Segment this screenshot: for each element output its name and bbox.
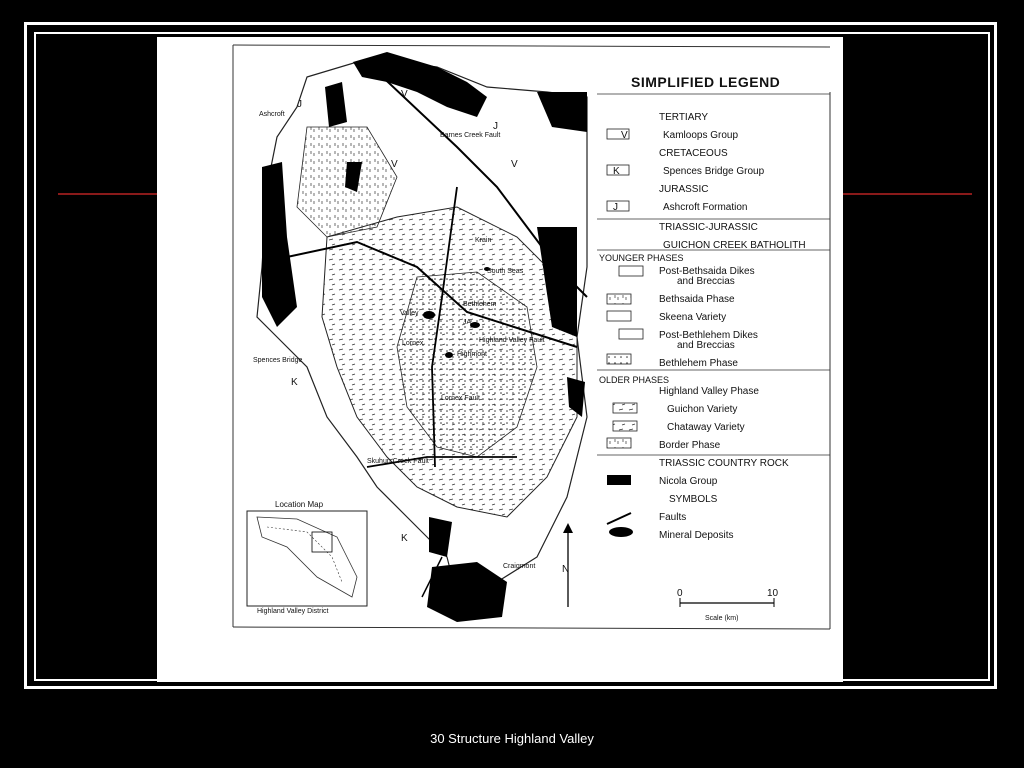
swatch-bethsaida <box>607 294 631 304</box>
north-arrow-head <box>563 523 573 533</box>
swatch-skeena <box>607 311 631 321</box>
unit-letter-k-1: K <box>291 377 298 388</box>
legend-symbol-kamloops: V <box>621 130 628 141</box>
legend-jurassic: JURASSIC <box>659 184 709 195</box>
slide-caption: 30 Structure Highland Valley <box>430 731 594 746</box>
inset-caption: Highland Valley District <box>257 608 329 615</box>
legend-symbols: SYMBOLS <box>669 494 718 505</box>
label-valley: Valley <box>400 310 419 317</box>
label-craigmont: Craigmont <box>503 563 536 570</box>
legend-post-bethlehem: Post-Bethlehem Dikes <box>659 330 758 341</box>
unit-letter-v-1: V <box>401 89 408 100</box>
nicola-west <box>262 162 297 327</box>
label-spences-bridge: Spences Bridge <box>253 357 303 364</box>
unit-letter-v-2: V <box>391 159 398 170</box>
label-skuhun-creek-fault: Skuhun Creek Fault <box>367 458 429 465</box>
label-lornex: Lornex <box>402 340 424 347</box>
inset-map-box <box>247 511 367 606</box>
geology-map-figure <box>157 37 843 682</box>
label-highland-valley-fault: Highland Valley Fault <box>479 337 545 344</box>
label-krain: Krain <box>475 237 492 244</box>
swatch-bethlehem <box>607 354 631 364</box>
legend-faults: Faults <box>659 512 687 523</box>
deposit-highmont <box>445 352 453 358</box>
label-barnes-creek-fault: Barnes Creek Fault <box>440 132 501 139</box>
map-top-border <box>233 45 830 47</box>
unit-letter-j-2: J <box>493 121 498 132</box>
legend-mineral-deposits: Mineral Deposits <box>659 530 734 541</box>
unit-letter-k-2: K <box>401 533 408 544</box>
legend-post-bethsaida-2: and Breccias <box>677 276 735 287</box>
label-highmont: Highmont <box>457 351 487 358</box>
deposit-valley <box>423 311 435 319</box>
nicola-north <box>353 52 487 117</box>
swatch-fault <box>607 513 631 524</box>
legend-guichon: Guichon Variety <box>667 404 738 415</box>
swatch-post-bethsaida <box>619 266 643 276</box>
swatch-nicola <box>607 475 631 485</box>
legend-older-phases: OLDER PHASES <box>599 375 670 385</box>
label-lornex-fault: Lornex Fault <box>441 395 480 402</box>
scale-ten: 10 <box>767 588 779 599</box>
swatch-ashcroft <box>607 201 629 211</box>
swatch-border <box>607 438 631 448</box>
legend-chataway: Chataway Variety <box>667 422 745 433</box>
legend-kamloops: Kamloops Group <box>663 130 739 141</box>
legend-spences: Spences Bridge Group <box>663 166 765 177</box>
swatch-post-bethlehem <box>619 329 643 339</box>
swatch-deposit <box>609 527 633 537</box>
legend-triassic-jurassic: TRIASSIC-JURASSIC <box>659 222 758 233</box>
accent-line-right <box>842 193 972 195</box>
label-south-seas: South Seas <box>487 268 524 275</box>
label-bethlehem: Bethlehem <box>463 301 497 308</box>
legend-nicola: Nicola Group <box>659 476 718 487</box>
label-ja: JA <box>463 319 472 326</box>
map-bottom-border <box>233 627 830 629</box>
swatch-guichon <box>613 403 637 413</box>
nicola-south <box>427 562 507 622</box>
legend-guichon-batholith: GUICHON CREEK BATHOLITH <box>663 240 806 251</box>
legend-title: SIMPLIFIED LEGEND <box>631 74 781 90</box>
accent-line-left <box>58 193 158 195</box>
legend-skeena: Skeena Variety <box>659 312 727 323</box>
legend-cretaceous: CRETACEOUS <box>659 148 728 159</box>
scale-unit: Scale (km) <box>705 615 739 622</box>
deposit-ja <box>470 322 480 328</box>
legend-post-bethsaida: Post-Bethsaida Dikes <box>659 266 755 277</box>
legend-border: Border Phase <box>659 440 721 451</box>
legend-post-bethlehem-2: and Breccias <box>677 340 735 351</box>
swatch-chataway <box>613 421 637 431</box>
legend-tertiary: TERTIARY <box>659 112 709 123</box>
label-ashcroft: Ashcroft <box>259 111 285 118</box>
legend-bethsaida: Bethsaida Phase <box>659 294 735 305</box>
inset-title: Location Map <box>275 500 324 509</box>
scale-zero: 0 <box>677 588 683 599</box>
north-label: N <box>562 564 570 575</box>
legend-younger-phases: YOUNGER PHASES <box>599 253 684 263</box>
legend-bethlehem: Bethlehem Phase <box>659 358 738 369</box>
nicola-northeast <box>537 92 587 132</box>
legend-highland-valley: Highland Valley Phase <box>659 386 759 397</box>
legend-triassic-country-rock: TRIASSIC COUNTRY ROCK <box>659 458 789 469</box>
legend-symbol-ashcroft: J <box>613 202 618 213</box>
unit-letter-v-3: V <box>511 159 518 170</box>
unit-letter-j-1: J <box>297 99 302 110</box>
legend-symbol-spences: K <box>613 166 620 177</box>
legend-ashcroft: Ashcroft Formation <box>663 202 748 213</box>
